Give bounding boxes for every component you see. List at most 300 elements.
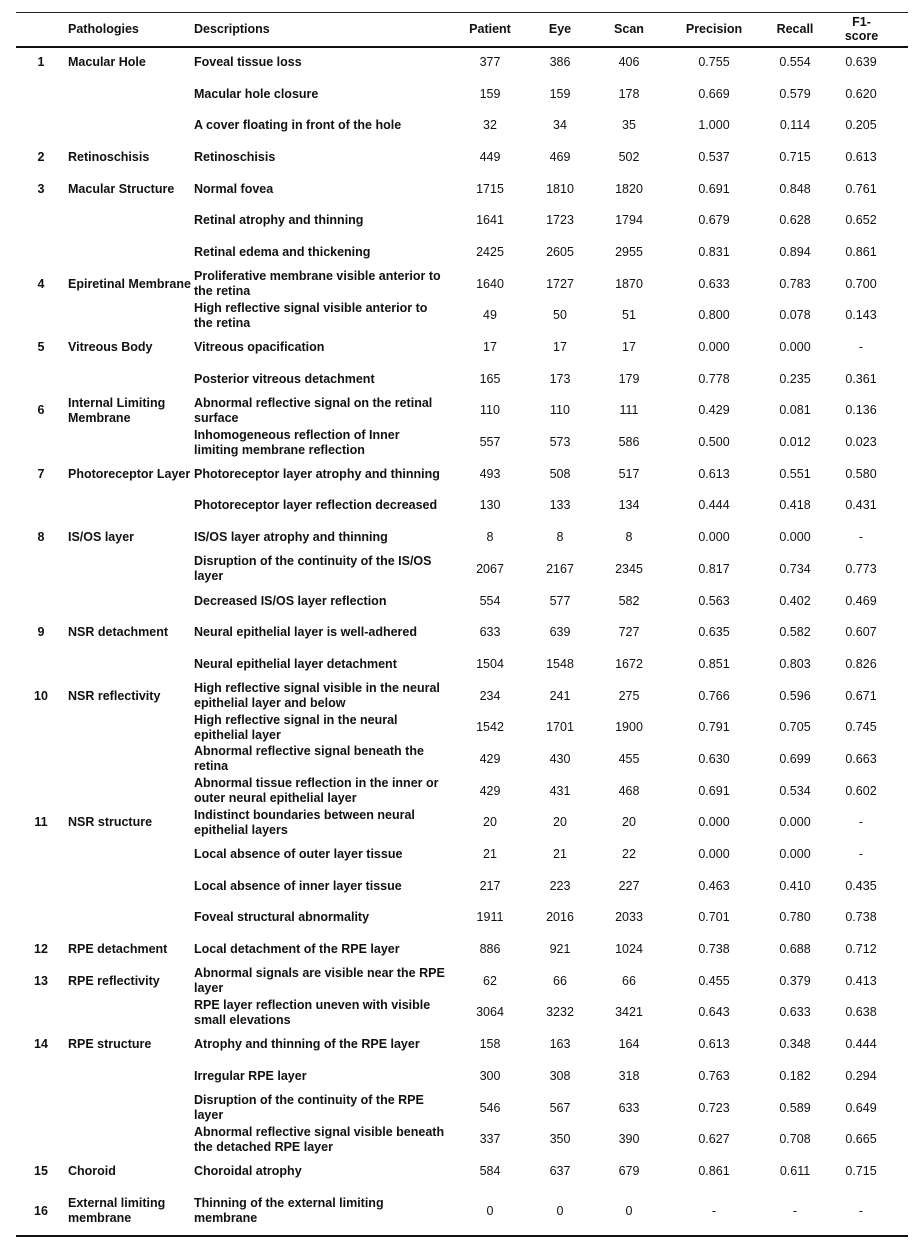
cell-f1-score: 0.613 xyxy=(845,149,877,164)
cell-patient: 300 xyxy=(479,1068,501,1083)
cell-f1-score: 0.607 xyxy=(845,625,877,640)
cell-pathology: Macular Hole xyxy=(68,55,146,70)
cell-eye: 163 xyxy=(549,1037,571,1052)
cell-patient: 3064 xyxy=(476,1005,504,1020)
cell-pathology xyxy=(66,363,192,395)
cell-pathology xyxy=(66,490,192,522)
cell-recall: 0.734 xyxy=(779,561,811,576)
cell-recall: - xyxy=(762,1187,828,1236)
cell-eye: 159 xyxy=(549,86,571,101)
cell-eye: 3232 xyxy=(546,1005,574,1020)
cell-description: Indistinct boundaries between neural epithelial layers xyxy=(194,807,415,837)
cell-recall: 0.182 xyxy=(779,1068,811,1083)
cell-recall: 0.803 xyxy=(779,656,811,671)
cell-scan: 1672 xyxy=(615,656,643,671)
cell-scan: 179 xyxy=(618,371,640,386)
cell-eye: 2016 xyxy=(546,910,574,925)
table-row xyxy=(16,1124,908,1156)
cell-f1-score: 0.715 xyxy=(845,1163,877,1178)
cell-pathology xyxy=(66,1124,192,1156)
table-row xyxy=(16,775,908,807)
cell-patient: 32 xyxy=(483,118,497,133)
cell-eye: 133 xyxy=(549,498,571,513)
cell-description: High reflective signal in the neural epithelial layer xyxy=(194,712,398,742)
cell-pathology xyxy=(66,839,192,871)
cell-pathology: Macular Structure xyxy=(68,181,175,196)
cell-patient: 337 xyxy=(479,1132,501,1147)
cell-scan: 582 xyxy=(618,593,640,608)
cell-pathology: RPE detachment xyxy=(68,942,168,957)
cell-index xyxy=(16,775,66,807)
cell-description: Inhomogeneous reflection of Inner limiting membrane reflection xyxy=(194,427,400,457)
cell-precision: 0.000 xyxy=(698,847,730,862)
cell-scan: 455 xyxy=(618,751,640,766)
table-row xyxy=(16,522,908,554)
cell-f1-score: - xyxy=(858,847,864,862)
cell-recall: 0.551 xyxy=(779,466,811,481)
cell-precision: 0.738 xyxy=(698,942,730,957)
cell-scan: 2033 xyxy=(615,910,643,925)
cell-scan: 586 xyxy=(618,435,640,450)
header-scan: Scan xyxy=(592,13,666,47)
cell-pathology xyxy=(66,1061,192,1093)
cell-eye: 34 xyxy=(553,118,567,133)
table-row xyxy=(16,617,908,649)
cell-recall: 0.235 xyxy=(779,371,811,386)
cell-scan: 275 xyxy=(618,688,640,703)
cell-description: Normal fovea xyxy=(194,181,274,196)
cell-index: 1 xyxy=(37,55,45,70)
cell-eye: 66 xyxy=(553,973,567,988)
cell-description: Neural epithelial layer detachment xyxy=(194,656,397,671)
cell-recall: 0.534 xyxy=(779,783,811,798)
cell-f1-score: 0.663 xyxy=(845,751,877,766)
cell-index xyxy=(16,300,66,332)
cell-f1-score: 0.712 xyxy=(845,942,877,957)
cell-f1-score: 0.652 xyxy=(845,213,877,228)
cell-patient: 165 xyxy=(479,371,501,386)
cell-patient: 2067 xyxy=(476,561,504,576)
cell-precision: 0.000 xyxy=(698,815,730,830)
cell-scan: 468 xyxy=(618,783,640,798)
cell-pathology: Epiretinal Membrane xyxy=(68,276,191,291)
cell-f1-score: 0.745 xyxy=(845,720,877,735)
cell-patient: 1641 xyxy=(476,213,504,228)
cell-recall: 0.114 xyxy=(779,118,811,133)
cell-pathology: External limiting membrane xyxy=(66,1187,192,1236)
cell-f1-score: 0.761 xyxy=(845,181,877,196)
cell-patient: 1504 xyxy=(476,656,504,671)
header-precision: Precision xyxy=(666,13,762,47)
cell-recall: 0.012 xyxy=(779,435,811,450)
cell-pathology: NSR detachment xyxy=(68,625,169,640)
table-row xyxy=(16,490,908,522)
cell-description: Thinning of the external limiting membrane xyxy=(192,1187,452,1236)
cell-eye: 223 xyxy=(549,878,571,893)
cell-precision: 0.755 xyxy=(698,55,730,70)
cell-patient: 1542 xyxy=(476,720,504,735)
cell-description: Foveal tissue loss xyxy=(194,55,302,70)
cell-scan: 20 xyxy=(622,815,636,830)
cell-pathology: Internal Limiting Membrane xyxy=(68,395,166,425)
cell-precision: 0.778 xyxy=(698,371,730,386)
cell-patient: 159 xyxy=(479,86,501,101)
cell-patient: 546 xyxy=(479,1100,501,1115)
table-row xyxy=(16,237,908,269)
cell-recall: 0.699 xyxy=(779,751,811,766)
cell-index: 4 xyxy=(37,276,45,291)
header-row xyxy=(16,13,908,47)
cell-index: 9 xyxy=(37,625,45,640)
cell-precision: 0.563 xyxy=(698,593,730,608)
cell-scan: 2955 xyxy=(615,244,643,259)
cell-recall: 0.000 xyxy=(779,847,811,862)
cell-f1-score: 0.143 xyxy=(845,308,877,323)
cell-description: Abnormal reflective signal on the retinal surface xyxy=(194,395,433,425)
cell-precision: 0.800 xyxy=(698,308,730,323)
table-row xyxy=(16,173,908,205)
header-index xyxy=(16,13,66,47)
cell-patient: 20 xyxy=(483,815,497,830)
cell-scan: 3421 xyxy=(615,1005,643,1020)
header-patient: Patient xyxy=(452,13,528,47)
cell-pathology xyxy=(66,775,192,807)
cell-patient: 584 xyxy=(479,1163,501,1178)
cell-description: Disruption of the continuity of the RPE layer xyxy=(194,1093,424,1123)
cell-scan: 0 xyxy=(592,1187,666,1236)
cell-f1-score: 0.023 xyxy=(845,435,877,450)
cell-index: 11 xyxy=(34,815,48,830)
cell-eye: 1727 xyxy=(546,276,574,291)
cell-precision: 0.643 xyxy=(698,1005,730,1020)
cell-precision: 0.000 xyxy=(698,530,730,545)
cell-eye: 1548 xyxy=(546,656,574,671)
cell-f1-score: 0.649 xyxy=(845,1100,877,1115)
cell-recall: 0.000 xyxy=(779,340,811,355)
cell-eye: 241 xyxy=(549,688,571,703)
cell-recall: 0.348 xyxy=(779,1037,811,1052)
cell-eye: 577 xyxy=(549,593,571,608)
cell-patient: 21 xyxy=(483,847,497,862)
cell-eye: 567 xyxy=(549,1100,571,1115)
cell-precision: 0.429 xyxy=(698,403,730,418)
cell-pathology xyxy=(66,712,192,744)
cell-pathology: IS/OS layer xyxy=(68,530,135,545)
cell-description: Abnormal signals are visible near the RPE layer xyxy=(194,966,445,996)
cell-recall: 0.705 xyxy=(779,720,811,735)
cell-pathology xyxy=(66,554,192,586)
cell-f1-score: 0.435 xyxy=(845,878,877,893)
cell-description: A cover floating in front of the hole xyxy=(194,118,402,133)
table-row xyxy=(16,585,908,617)
table-row xyxy=(16,554,908,586)
cell-eye: 50 xyxy=(553,308,567,323)
cell-f1-score: 0.773 xyxy=(845,561,877,576)
cell-pathology xyxy=(66,427,192,459)
cell-precision: 0.691 xyxy=(698,181,730,196)
cell-patient: 429 xyxy=(479,783,501,798)
cell-pathology xyxy=(66,300,192,332)
cell-recall: 0.628 xyxy=(779,213,811,228)
cell-precision: 0.455 xyxy=(698,973,730,988)
table-row xyxy=(16,712,908,744)
table-row xyxy=(16,332,908,364)
cell-f1-score: 0.665 xyxy=(845,1132,877,1147)
cell-scan: 1820 xyxy=(615,181,643,196)
cell-eye: 1723 xyxy=(546,213,574,228)
cell-eye: 1810 xyxy=(546,181,574,196)
cell-scan: 22 xyxy=(622,847,636,862)
cell-precision: 0.679 xyxy=(698,213,730,228)
cell-eye: 637 xyxy=(549,1163,571,1178)
table-row xyxy=(16,1029,908,1061)
table-body xyxy=(16,47,908,1237)
cell-patient: 886 xyxy=(479,942,501,957)
cell-description: High reflective signal visible in the neural epithelial layer and below xyxy=(194,681,440,711)
cell-pathology xyxy=(66,110,192,142)
cell-index xyxy=(16,649,66,681)
cell-precision: 0.537 xyxy=(698,149,730,164)
cell-index xyxy=(16,839,66,871)
cell-eye: 921 xyxy=(549,942,571,957)
cell-eye: 21 xyxy=(553,847,567,862)
cell-eye: 0 xyxy=(528,1187,592,1236)
table-row xyxy=(16,268,908,300)
table-row xyxy=(16,110,908,142)
cell-precision: 0.463 xyxy=(698,878,730,893)
cell-f1-score: 0.361 xyxy=(845,371,877,386)
cell-index xyxy=(16,744,66,776)
cell-index xyxy=(16,554,66,586)
cell-index xyxy=(16,870,66,902)
cell-f1-score: 0.738 xyxy=(845,910,877,925)
table-row xyxy=(16,427,908,459)
cell-scan: 1024 xyxy=(615,942,643,957)
cell-eye: 8 xyxy=(556,530,564,545)
cell-recall: 0.410 xyxy=(779,878,811,893)
cell-description: Decreased IS/OS layer reflection xyxy=(194,593,387,608)
cell-patient: 429 xyxy=(479,751,501,766)
cell-pathology: Choroid xyxy=(68,1163,116,1178)
cell-description: Atrophy and thinning of the RPE layer xyxy=(194,1037,420,1052)
cell-description: Posterior vitreous detachment xyxy=(194,371,375,386)
cell-scan: 727 xyxy=(618,625,640,640)
cell-precision: 0.831 xyxy=(698,244,730,259)
cell-description: Neural epithelial layer is well-adhered xyxy=(194,625,418,640)
table-row xyxy=(16,458,908,490)
cell-recall: 0.708 xyxy=(779,1132,811,1147)
cell-index: 13 xyxy=(34,973,48,988)
cell-description: Abnormal tissue reflection in the inner or outer neural epithelial layer xyxy=(194,776,439,806)
cell-patient: 0 xyxy=(452,1187,528,1236)
cell-pathology xyxy=(66,744,192,776)
results-table xyxy=(16,12,908,1237)
cell-description: Retinal atrophy and thinning xyxy=(194,213,364,228)
cell-index: 14 xyxy=(34,1037,48,1052)
cell-eye: 2167 xyxy=(546,561,574,576)
cell-f1-score: 0.620 xyxy=(845,86,877,101)
cell-scan: 679 xyxy=(618,1163,640,1178)
cell-eye: 431 xyxy=(549,783,571,798)
cell-patient: 633 xyxy=(479,625,501,640)
cell-scan: 318 xyxy=(618,1068,640,1083)
cell-recall: 0.081 xyxy=(779,403,811,418)
cell-index xyxy=(16,712,66,744)
cell-precision: 0.766 xyxy=(698,688,730,703)
cell-eye: 110 xyxy=(550,403,570,418)
cell-f1-score: 0.580 xyxy=(845,466,877,481)
cell-scan: 51 xyxy=(622,308,636,323)
cell-precision: 0.635 xyxy=(698,625,730,640)
cell-patient: 554 xyxy=(479,593,501,608)
cell-recall: 0.579 xyxy=(779,86,811,101)
table-row xyxy=(16,300,908,332)
cell-recall: 0.078 xyxy=(779,308,811,323)
table-row xyxy=(16,363,908,395)
cell-patient: 49 xyxy=(483,308,497,323)
cell-scan: 1794 xyxy=(615,213,643,228)
table-row xyxy=(16,680,908,712)
cell-recall: 0.894 xyxy=(779,244,811,259)
table-row xyxy=(16,1092,908,1124)
cell-precision: 0.627 xyxy=(698,1132,730,1147)
cell-description: RPE layer reflection uneven with visible small elevations xyxy=(194,997,431,1027)
cell-scan: 164 xyxy=(618,1037,640,1052)
table-row xyxy=(16,902,908,934)
cell-precision: 0.633 xyxy=(698,276,730,291)
cell-precision: 0.691 xyxy=(698,783,730,798)
cell-patient: 234 xyxy=(479,688,501,703)
cell-scan: 227 xyxy=(618,878,640,893)
cell-precision: 0.763 xyxy=(698,1068,730,1083)
cell-description: Irregular RPE layer xyxy=(194,1068,307,1083)
cell-f1-score: 0.469 xyxy=(845,593,877,608)
cell-description: Abnormal reflective signal visible beneath the detached RPE layer xyxy=(194,1124,445,1154)
cell-precision: 0.669 xyxy=(698,86,730,101)
cell-eye: 20 xyxy=(553,815,567,830)
cell-eye: 469 xyxy=(549,149,571,164)
cell-patient: 110 xyxy=(480,403,500,418)
cell-recall: 0.582 xyxy=(779,625,811,640)
cell-pathology xyxy=(66,205,192,237)
cell-f1-score: 0.639 xyxy=(845,55,877,70)
cell-index: 15 xyxy=(34,1163,48,1178)
cell-index xyxy=(16,237,66,269)
cell-f1-score: - xyxy=(858,530,864,545)
table-row xyxy=(16,839,908,871)
table-row xyxy=(16,965,908,997)
cell-scan: 17 xyxy=(622,340,636,355)
cell-description: Choroidal atrophy xyxy=(194,1163,302,1178)
cell-recall: 0.596 xyxy=(779,688,811,703)
table-row xyxy=(16,870,908,902)
cell-scan: 8 xyxy=(625,530,633,545)
cell-description: Retinal edema and thickening xyxy=(194,244,371,259)
header-eye: Eye xyxy=(528,13,592,47)
cell-scan: 111 xyxy=(619,403,639,418)
cell-pathology: NSR structure xyxy=(68,815,153,830)
cell-f1-score: 0.700 xyxy=(845,276,877,291)
cell-precision: 0.817 xyxy=(698,561,730,576)
cell-f1-score: 0.205 xyxy=(845,118,877,133)
cell-index: 10 xyxy=(34,688,48,703)
cell-pathology: Retinoschisis xyxy=(68,149,150,164)
cell-f1-score: 0.826 xyxy=(845,656,877,671)
cell-description: High reflective signal visible anterior to the retina xyxy=(194,300,428,330)
cell-index xyxy=(16,1061,66,1093)
cell-index: 16 xyxy=(16,1187,66,1236)
cell-pathology: NSR reflectivity xyxy=(68,688,161,703)
cell-scan: 502 xyxy=(618,149,640,164)
cell-index: 2 xyxy=(37,149,45,164)
cell-f1-score: 0.431 xyxy=(845,498,877,513)
cell-f1-score: 0.294 xyxy=(845,1068,877,1083)
table-row xyxy=(16,1187,908,1236)
table-row xyxy=(16,744,908,776)
cell-f1-score: - xyxy=(858,815,864,830)
cell-index xyxy=(16,110,66,142)
cell-index xyxy=(16,1092,66,1124)
cell-precision: 0.500 xyxy=(698,435,730,450)
table-row xyxy=(16,142,908,174)
cell-f1-score: 0.671 xyxy=(845,688,877,703)
cell-pathology: RPE structure xyxy=(68,1037,152,1052)
table-row xyxy=(16,1061,908,1093)
cell-patient: 1911 xyxy=(476,910,504,925)
cell-precision: 1.000 xyxy=(698,118,730,133)
cell-description: Local detachment of the RPE layer xyxy=(194,942,400,957)
cell-eye: 17 xyxy=(553,340,567,355)
cell-precision: 0.861 xyxy=(698,1163,730,1178)
cell-patient: 158 xyxy=(479,1037,501,1052)
cell-description: Photoreceptor layer reflection decreased xyxy=(194,498,438,513)
cell-precision: 0.444 xyxy=(698,498,730,513)
cell-description: Local absence of outer layer tissue xyxy=(194,847,403,862)
cell-index xyxy=(16,427,66,459)
cell-eye: 2605 xyxy=(546,244,574,259)
cell-pathology xyxy=(66,870,192,902)
cell-patient: 493 xyxy=(479,466,501,481)
cell-pathology xyxy=(66,78,192,110)
cell-pathology xyxy=(66,585,192,617)
cell-pathology xyxy=(66,649,192,681)
cell-patient: 1715 xyxy=(476,181,504,196)
cell-index xyxy=(16,205,66,237)
cell-scan: 1900 xyxy=(615,720,643,735)
cell-scan: 35 xyxy=(622,118,636,133)
cell-precision: 0.613 xyxy=(698,466,730,481)
cell-recall: 0.554 xyxy=(779,55,811,70)
cell-f1-score: - xyxy=(828,1187,908,1236)
cell-pathology xyxy=(66,997,192,1029)
cell-patient: 217 xyxy=(479,878,501,893)
cell-recall: 0.611 xyxy=(779,1163,811,1178)
cell-scan: 178 xyxy=(618,86,640,101)
cell-pathology xyxy=(66,902,192,934)
cell-f1-score: 0.136 xyxy=(845,403,877,418)
cell-index xyxy=(16,585,66,617)
cell-precision: 0.630 xyxy=(698,751,730,766)
cell-recall: 0.000 xyxy=(779,815,811,830)
cell-index xyxy=(16,78,66,110)
cell-description: Foveal structural abnormality xyxy=(194,910,370,925)
cell-precision: - xyxy=(666,1187,762,1236)
cell-recall: 0.688 xyxy=(779,942,811,957)
cell-description: Vitreous opacification xyxy=(194,340,325,355)
cell-scan: 2345 xyxy=(615,561,643,576)
cell-eye: 173 xyxy=(549,371,571,386)
cell-recall: 0.589 xyxy=(779,1100,811,1115)
